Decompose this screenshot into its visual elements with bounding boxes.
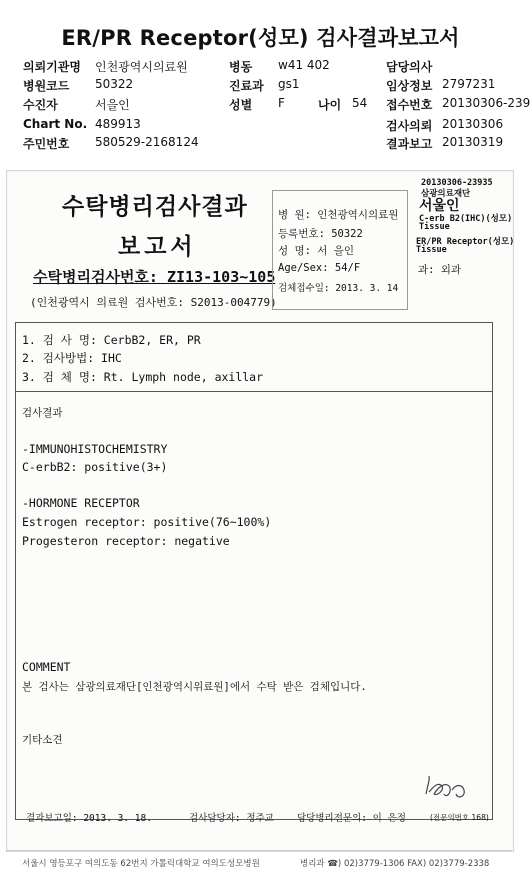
- dept-value: gs1: [278, 77, 300, 91]
- ward-value: w41 402: [278, 58, 330, 72]
- ward-label: 병동: [229, 60, 253, 74]
- request-date-label: 검사의뢰: [386, 119, 433, 133]
- hospital-value: 인천광역시의료원: [95, 60, 188, 74]
- stamp-line4: Tissue: [416, 245, 447, 255]
- resident-no-value: 580529-2168124: [95, 135, 199, 149]
- scan-report-number: 수탁병리검사번호: ZI13-103~105: [33, 268, 276, 286]
- progesteron-result: Progesteron receptor: negative: [22, 534, 230, 548]
- report-date-label: 결과보고: [386, 137, 433, 151]
- stamp-line1: C-erb B2(IHC)(성모): [419, 214, 513, 224]
- patient-label: 수진자: [23, 98, 58, 112]
- hormone-heading: -HORMONE RECEPTOR: [22, 496, 140, 510]
- scan-hospital-number: (인천광역시 의료원 검사번호: S2013-004779): [30, 296, 277, 309]
- info-name: 성 명: 서 을인: [278, 245, 355, 257]
- hospital-label: 의뢰기관명: [23, 60, 81, 74]
- info-dept: 과: 외과: [418, 264, 462, 276]
- patient-value: 서을인: [95, 98, 130, 112]
- footer-contact: 병리과 ☎) 02)3779-1306 FAX) 02)3779-2338: [300, 859, 490, 869]
- age-value: 54: [352, 96, 368, 110]
- report-date-value: 20130319: [442, 135, 504, 149]
- stamp-foundation: 삼광의료재단: [421, 189, 471, 199]
- comment-heading: COMMENT: [22, 660, 71, 674]
- chart-no-label: Chart No.: [23, 117, 88, 131]
- footer-address: 서울시 영등포구 여의도동 62번지 가톨릭대학교 여의도성모병원: [22, 859, 260, 869]
- doctor-label: 담당의사: [386, 60, 433, 74]
- item-specimen: 3. 검 체 명: Rt. Lymph node, axillar: [22, 370, 264, 384]
- scan-pathologist: 담당병리전문의: 이 은정: [297, 813, 406, 824]
- info-age-sex: Age/Sex: 54/F: [278, 262, 361, 274]
- report-title: ER/PR Receptor(성모) 검사결과보고서: [61, 26, 460, 50]
- hospital-code-value: 50322: [95, 77, 134, 91]
- chart-no-value: 489913: [95, 117, 141, 131]
- scan-report-date: 결과보고일: 2013. 3. 18.: [26, 813, 152, 824]
- hospital-code-label: 병원코드: [23, 79, 70, 93]
- scan-technician: 검사담당자: 정주교: [189, 813, 274, 824]
- result-box: [15, 322, 493, 820]
- ihc-heading: -IMMUNOHISTOCHEMISTRY: [22, 442, 168, 456]
- estrogen-result: Estrogen receptor: positive(76~100%): [22, 515, 272, 529]
- scan-pathologist-no: (전문의번호 168): [430, 813, 489, 822]
- age-label: 나이: [318, 98, 342, 112]
- sex-label: 성별: [229, 98, 253, 112]
- scan-title-line2: 보고서: [118, 234, 197, 260]
- result-divider: [15, 391, 493, 392]
- receipt-no-value: 20130306-239: [442, 96, 530, 110]
- resident-no-label: 주민번호: [23, 137, 70, 151]
- info-hospital: 병 원: 인천광역시의료원: [278, 209, 399, 221]
- clinical-info-value: 2797231: [442, 77, 496, 91]
- result-heading: 검사결과: [22, 407, 63, 419]
- signature-image: [420, 772, 470, 806]
- request-date-value: 20130306: [442, 117, 504, 131]
- scan-title-line1: 수탁병리검사결과: [62, 194, 248, 220]
- footer-divider: [6, 850, 512, 851]
- other-findings-heading: 기타소견: [22, 734, 63, 746]
- clinical-info-label: 임상정보: [386, 79, 433, 93]
- stamp-line3: ER/PR Receptor(성모): [416, 237, 515, 247]
- info-received: 검체접수일: 2013. 3. 14: [278, 283, 399, 294]
- stamp-code: 20130306-23935: [421, 178, 493, 188]
- info-reg-no: 등록번호: 50322: [278, 228, 363, 240]
- comment-text: 본 검사는 삼광의료재단[인천광역시위료원]에서 수탁 받은 검체입니다.: [22, 681, 367, 693]
- receipt-no-label: 접수번호: [386, 98, 433, 112]
- ihc-result: C-erbB2: positive(3+): [22, 460, 168, 474]
- item-test-method: 2. 검사방법: IHC: [22, 351, 122, 365]
- dept-label: 진료과: [229, 79, 264, 93]
- stamp-line2: Tissue: [419, 222, 450, 232]
- stamp-city: 서울인: [419, 198, 460, 214]
- item-test-name: 1. 검 사 명: CerbB2, ER, PR: [22, 333, 201, 347]
- sex-value: F: [278, 96, 285, 110]
